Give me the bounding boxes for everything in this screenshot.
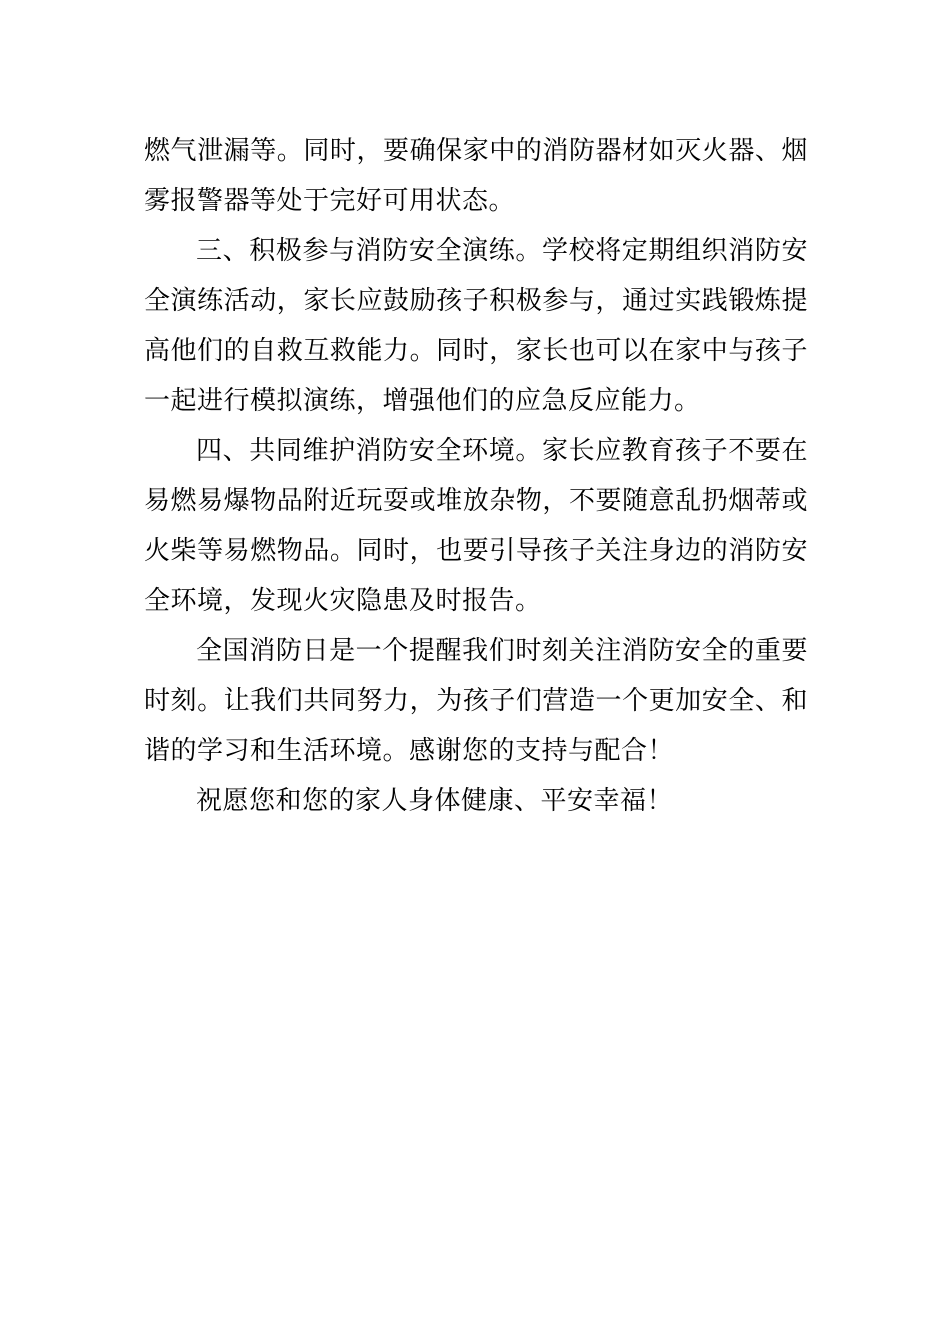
paragraph-continuation: 燃气泄漏等。同时，要确保家中的消防器材如灭火器、烟雾报警器等处于完好可用状态。 — [144, 136, 808, 216]
document-body — [144, 126, 808, 826]
paragraph-conclusion: 全国消防日是一个提醒我们时刻关注消防安全的重要时刻。让我们共同努力，为孩子们营造一个更加安全、和谐的学习和生活环境。感谢您的支持与配合！ — [144, 636, 808, 766]
paragraph-closing-wish: 祝愿您和您的家人身体健康、平安幸福！ — [196, 786, 674, 816]
paragraph-section-four: 四、共同维护消防安全环境。家长应教育孩子不要在易燃易爆物品附近玩耍或堆放杂物，不要随意乱扔烟蒂或火柴等易燃物品。同时，也要引导孩子关注身边的消防安全环境，发现火灾隐患及时报告。 — [144, 436, 808, 616]
paragraph-section-three: 三、积极参与消防安全演练。学校将定期组织消防安全演练活动，家长应鼓励孩子积极参与，通过实践锻炼提高他们的自救互救能力。同时，家长也可以在家中与孩子一起进行模拟演练，增强他们的应急反应能力。 — [144, 236, 808, 416]
